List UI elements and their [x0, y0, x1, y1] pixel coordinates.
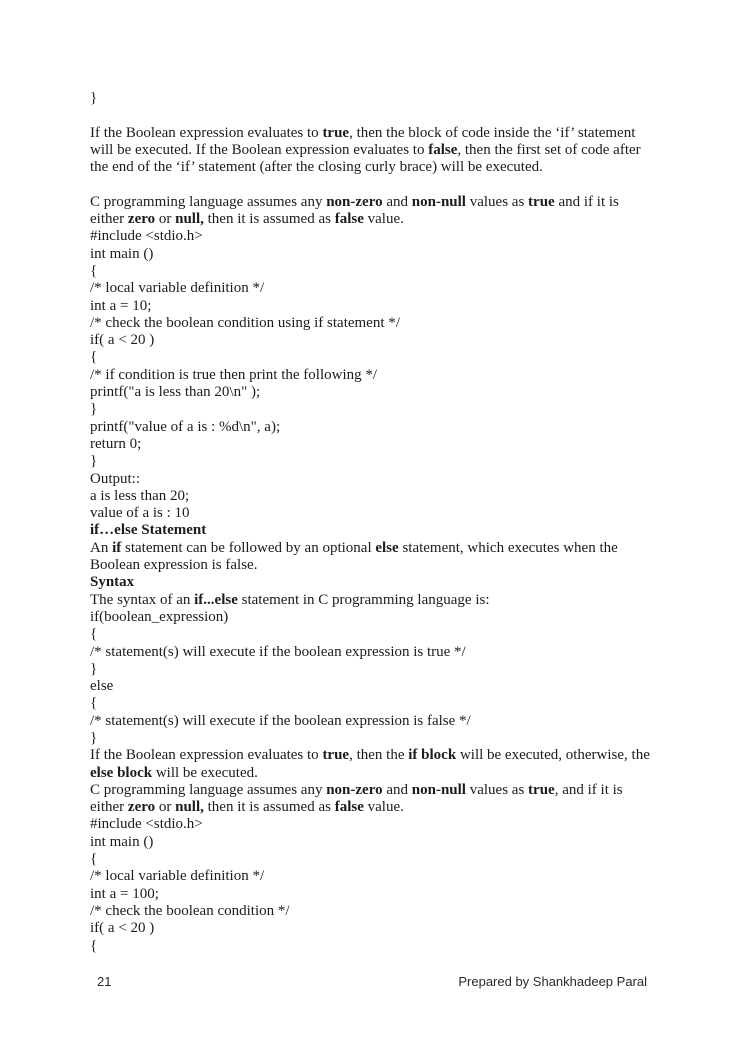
- text-line: }: [90, 729, 98, 746]
- text-line: if(boolean_expression): [90, 608, 229, 625]
- text-line: a is less than 20;: [90, 487, 190, 504]
- text-line: either zero or null, then it is assumed as false value.: [90, 799, 404, 816]
- text-line: C programming language assumes any non-zero and non-null values as true, and if it is: [90, 781, 623, 798]
- text-line: An if statement can be followed by an optional else statement, which executes when the: [90, 539, 618, 556]
- text-line: If the Boolean expression evaluates to true, then the block of code inside the ‘if’ statement: [90, 124, 636, 141]
- text-line: #include <stdio.h>: [90, 816, 203, 833]
- text-line: printf("a is less than 20\n" );: [90, 384, 261, 401]
- text-line: /* statement(s) will execute if the boolean expression is true */: [90, 643, 466, 660]
- document-body: [90, 90, 670, 955]
- text-line: int a = 10;: [90, 297, 152, 314]
- text-line: printf("value of a is : %d\n", a);: [90, 418, 281, 435]
- text-line: The syntax of an if...else statement in C programming language is:: [90, 591, 490, 608]
- text-line: If the Boolean expression evaluates to true, then the if block will be executed, otherwise, the: [90, 747, 650, 764]
- text-line: either zero or null, then it is assumed as false value.: [90, 211, 404, 228]
- text-line: }: [90, 90, 98, 106]
- text-line: Output::: [90, 470, 141, 487]
- text-line: value of a is : 10: [90, 505, 190, 522]
- text-line: /* check the boolean condition */: [90, 902, 290, 919]
- text-line: }: [90, 660, 98, 677]
- text-line: else: [90, 678, 114, 695]
- text-line: if( a < 20 ): [90, 332, 155, 349]
- text-line: /* if condition is true then print the following */: [90, 366, 378, 383]
- text-line: {: [90, 262, 98, 279]
- text-line: /* local variable definition */: [90, 280, 265, 297]
- text-line: return 0;: [90, 435, 142, 452]
- text-line: int main (): [90, 833, 154, 850]
- text-line: {: [90, 695, 98, 712]
- text-line: if…else Statement: [90, 522, 207, 539]
- text-line: /* check the boolean condition using if statement */: [90, 314, 400, 331]
- text-line: [90, 107, 670, 124]
- text-line: int a = 100;: [90, 885, 159, 902]
- text-line: {: [90, 349, 98, 366]
- credit-text: Prepared by Shankhadeep Paral: [458, 974, 647, 989]
- text-line: }: [90, 453, 98, 470]
- text-line: {: [90, 851, 98, 868]
- text-line: /* local variable definition */: [90, 868, 265, 885]
- text-line: C programming language assumes any non-zero and non-null values as true and if it is: [90, 193, 619, 210]
- text-line: }: [90, 401, 98, 418]
- text-line: /* statement(s) will execute if the boolean expression is false */: [90, 712, 471, 729]
- text-line: {: [90, 626, 98, 643]
- page-number: 21: [97, 974, 112, 989]
- text-line: the end of the ‘if’ statement (after the closing curly brace) will be executed.: [90, 159, 543, 176]
- text-line: will be executed. If the Boolean expression evaluates to false, then the first set of code after: [90, 141, 641, 158]
- text-line: Boolean expression is false.: [90, 557, 258, 574]
- text-line: Syntax: [90, 574, 135, 591]
- text-line: #include <stdio.h>: [90, 228, 203, 245]
- text-line: [90, 176, 670, 193]
- text-line: {: [90, 937, 98, 954]
- text-line: else block will be executed.: [90, 764, 258, 781]
- text-line: int main (): [90, 245, 154, 262]
- text-line: if( a < 20 ): [90, 920, 155, 937]
